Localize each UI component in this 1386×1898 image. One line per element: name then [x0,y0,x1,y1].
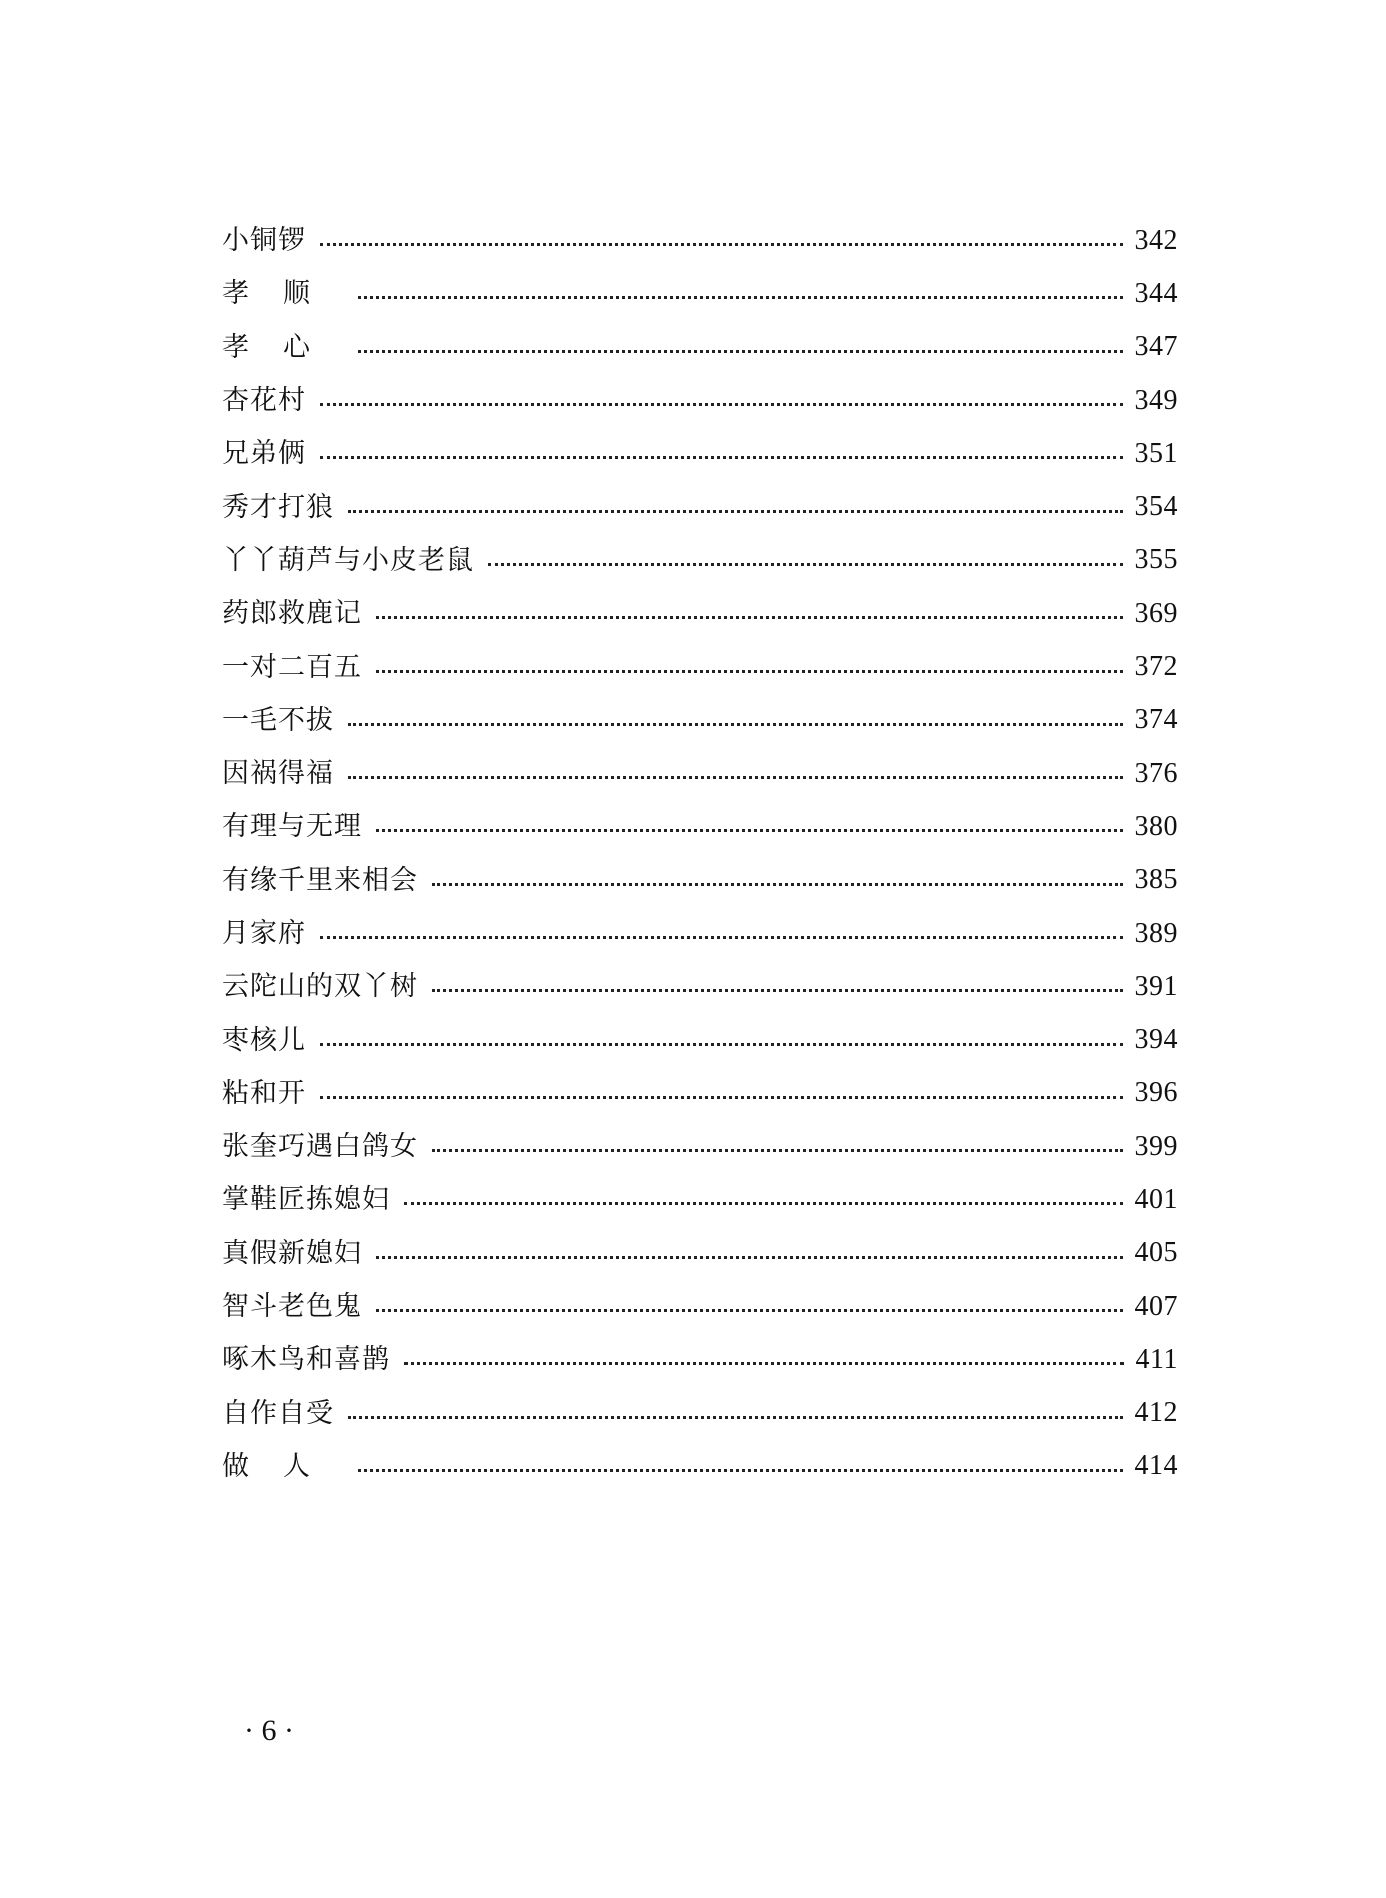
toc-entry[interactable] [222,1333,1178,1386]
dot-leader [320,936,1123,939]
entry-page-number: 407 [1134,1290,1178,1322]
entry-title: 孝心 [222,331,344,363]
entry-page-number: 411 [1135,1343,1178,1375]
entry-page-number: 405 [1134,1237,1178,1269]
entry-title: 智斗老色鬼 [222,1291,362,1323]
entry-page-number: 347 [1134,331,1178,363]
entry-page-number: 394 [1134,1024,1178,1056]
toc-entry[interactable] [222,1120,1178,1173]
entry-page-number: 376 [1134,757,1178,789]
dot-leader [376,1256,1123,1259]
dot-leader [376,670,1123,673]
toc-entry[interactable] [222,694,1178,747]
toc-entry[interactable] [222,214,1178,267]
entry-title: 做人 [222,1450,344,1482]
toc-entry[interactable] [222,267,1178,320]
toc-entry[interactable] [222,1227,1178,1280]
entry-title: 秀才打狼 [222,491,334,523]
entry-title: 张奎巧遇白鸽女 [222,1131,418,1163]
entry-page-number: 412 [1134,1397,1178,1429]
dot-leader [432,989,1123,992]
toc-entry[interactable] [222,1067,1178,1120]
dot-leader [348,723,1123,726]
dot-leader [432,883,1123,886]
entry-page-number: 396 [1134,1077,1178,1109]
table-of-contents [222,214,1178,1493]
entry-title: 自作自受 [222,1397,334,1429]
dot-leader [320,456,1123,459]
entry-page-number: 355 [1134,544,1178,576]
entry-title: 因祸得福 [222,758,334,790]
dot-leader [320,1043,1123,1046]
dot-leader [320,403,1123,406]
entry-page-number: 380 [1134,810,1178,842]
entry-page-number: 372 [1134,651,1178,683]
entry-page-number: 344 [1134,277,1178,309]
entry-page-number: 389 [1134,917,1178,949]
dot-leader [348,1416,1123,1419]
entry-page-number: 399 [1134,1130,1178,1162]
toc-entry[interactable] [222,587,1178,640]
entry-title: 杏花村 [222,385,306,417]
dot-leader [358,350,1123,353]
entry-title: 一毛不拔 [222,704,334,736]
entry-page-number: 349 [1134,384,1178,416]
entry-page-number: 354 [1134,491,1178,523]
page-number: · 6 · [244,1714,294,1747]
toc-entry[interactable] [222,1173,1178,1226]
dot-leader [348,776,1123,779]
dot-leader [404,1202,1123,1205]
toc-entry[interactable] [222,427,1178,480]
entry-title: 丫丫葫芦与小皮老鼠 [222,544,474,576]
toc-entry[interactable] [222,1280,1178,1333]
entry-page-number: 369 [1134,597,1178,629]
entry-title: 真假新媳妇 [222,1237,362,1269]
toc-entry[interactable] [222,1440,1178,1493]
toc-entry[interactable] [222,480,1178,533]
dot-leader [358,296,1123,299]
toc-entry[interactable] [222,640,1178,693]
entry-title: 小铜锣 [222,225,306,257]
toc-entry[interactable] [222,854,1178,907]
dot-leader [376,1309,1123,1312]
toc-entry[interactable] [222,747,1178,800]
toc-entry[interactable] [222,321,1178,374]
dot-leader [320,1096,1123,1099]
dot-leader [404,1362,1124,1365]
entry-title: 药郎救鹿记 [222,598,362,630]
entry-title: 枣核儿 [222,1024,306,1056]
toc-entry[interactable] [222,1013,1178,1066]
toc-entry[interactable] [222,800,1178,853]
entry-title: 月家府 [222,918,306,949]
entry-page-number: 401 [1134,1183,1178,1215]
toc-entry[interactable] [222,907,1178,960]
entry-title: 云陀山的双丫树 [222,971,418,1003]
dot-leader [376,829,1123,832]
entry-title: 孝顺 [222,278,344,310]
toc-entry[interactable] [222,1387,1178,1440]
entry-page-number: 391 [1134,970,1178,1002]
entry-page-number: 374 [1134,704,1178,736]
entry-title: 兄弟俩 [222,438,306,470]
entry-title: 掌鞋匠拣媳妇 [222,1184,390,1216]
entry-page-number: 351 [1134,437,1178,469]
entry-title: 粘和开 [222,1077,306,1109]
dot-leader [320,243,1123,246]
dot-leader [376,616,1123,619]
dot-leader [432,1149,1123,1152]
dot-leader [348,510,1123,513]
entry-page-number: 385 [1134,864,1178,896]
entry-title: 一对二百五 [222,651,362,683]
dot-leader [358,1469,1123,1472]
entry-page-number: 414 [1134,1450,1178,1482]
entry-title: 有缘千里来相会 [222,864,418,896]
toc-entry[interactable] [222,374,1178,427]
dot-leader [488,563,1123,566]
entry-page-number: 342 [1134,224,1178,256]
toc-entry[interactable] [222,534,1178,587]
entry-title: 有理与无理 [222,811,362,843]
entry-title: 啄木鸟和喜鹊 [222,1344,390,1376]
toc-entry[interactable] [222,960,1178,1013]
